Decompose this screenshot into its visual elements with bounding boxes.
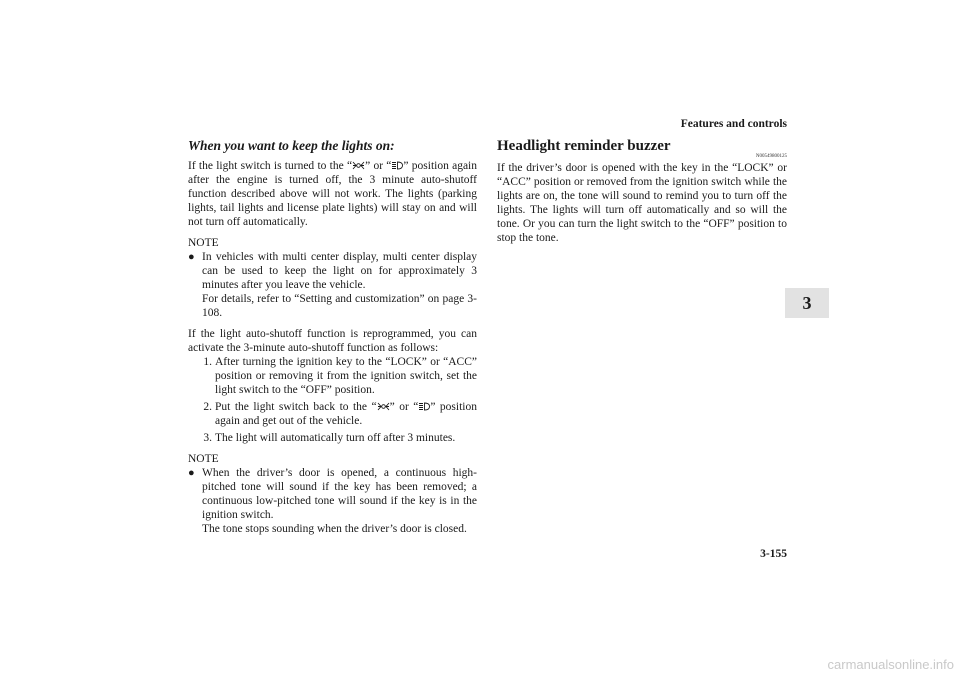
step-text (215, 400, 477, 428)
intro-text-part2: ” or “ (365, 160, 392, 172)
note-1-reference: For details, refer to “Setting and customization” on page 3-108. (202, 293, 477, 319)
parking-light-icon (377, 402, 390, 411)
headlight-icon (391, 161, 403, 170)
note-label-1: NOTE (188, 237, 219, 249)
keep-lights-on-subheading: When you want to keep the lights on: (188, 138, 395, 153)
headlight-icon (418, 402, 430, 411)
left-column (188, 137, 477, 536)
bullet-icon: ● (188, 467, 195, 479)
step-2-text-part1: Put the light switch back to the “ (215, 401, 377, 413)
note-1-text: In vehicles with multi center display, multi center display can be used to keep the light on for approximately 3 minutes after you leave the vehicle. (202, 251, 477, 291)
parking-light-icon (352, 161, 365, 170)
page-number: 3-155 (760, 548, 787, 560)
intro-text-part3: ” position again after the engine is turned off, the 3 minute auto-shutoff function described above will not work. The lights (parking lights, tail lights and license plate lights) will stay on and will not turn off automatically. (188, 160, 478, 228)
note-2-text: When the driver’s door is opened, a continuous high-pitched tone will sound if the key has been removed; a continuous low-pitched tone will sound if the key is in the ignition switch. (202, 467, 477, 521)
step-number: 1. (203, 356, 212, 368)
step-text: The light will automatically turn off after 3 minutes. (215, 432, 456, 444)
note-1-item (188, 250, 477, 320)
headlight-reminder-heading: Headlight reminder buzzer (497, 138, 671, 154)
intro-text-part1: If the light switch is turned to the “ (188, 160, 353, 172)
step-number: 3. (203, 432, 212, 444)
watermark: carmanualsonline.info (827, 657, 954, 672)
note-2-item (188, 466, 477, 536)
step-text: After turning the ignition key to the “LOCK” or “ACC” position or removing it from the ignition switch, set the light switch to the “OFF” position. (215, 356, 477, 396)
step-item (188, 355, 477, 397)
headlight-reminder-body: If the driver’s door is opened with the key in the “LOCK” or “ACC” position or removed from the ignition switch while the lights are on, the tone will sound to remind you to turn off the lights. The lights will turn off automatically and so will the tone. Or you can turn the light switch to the “OFF” position to stop the tone. (497, 162, 787, 244)
step-2-text-part3: ” position again and get out of the vehicle. (215, 401, 477, 427)
keep-lights-on-paragraph (188, 159, 477, 229)
reprogram-paragraph: If the light auto-shutoff function is reprogrammed, you can activate the 3-minute auto-shutoff function as follows: (188, 328, 477, 354)
note-label-2: NOTE (188, 453, 219, 465)
right-column (497, 137, 787, 245)
step-2-text-part2: ” or “ (389, 401, 419, 413)
reference-code: N00549800125 (755, 154, 787, 159)
step-number: 2. (203, 401, 212, 413)
note-2-closing: The tone stops sounding when the driver’s door is closed. (202, 523, 467, 535)
step-item (188, 431, 477, 445)
step-item (188, 400, 477, 428)
chapter-tab (785, 288, 829, 318)
steps-list (188, 355, 477, 445)
section-header: Features and controls (680, 118, 787, 130)
bullet-icon: ● (188, 251, 195, 263)
chapter-number: 3 (802, 292, 812, 313)
